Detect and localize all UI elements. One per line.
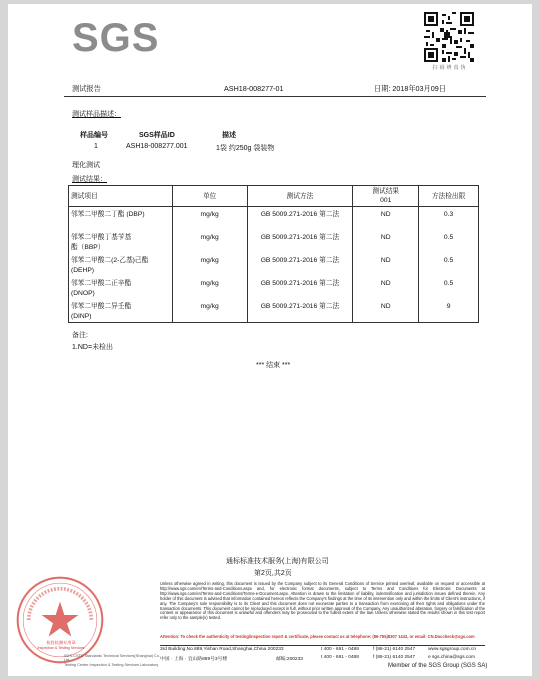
sample-no: 1 <box>94 143 98 150</box>
report-title: 测试报告 <box>72 84 101 93</box>
sgs-logo: SGS <box>72 16 160 60</box>
cell-method: GB 5009.271-2016 第二法 <box>247 230 353 253</box>
sample-col-id: SGS样品ID <box>139 132 175 139</box>
cell-mdl: 9 <box>419 299 479 323</box>
table-row <box>69 230 479 253</box>
results-header-row <box>69 186 479 207</box>
item-name: 邻苯二甲酸二异壬酯 <box>71 303 132 310</box>
seal-subtext: Inspection & Testing Services <box>37 646 85 650</box>
cell-unit: mg/kg <box>172 276 247 299</box>
end-of-report: *** 结束 *** <box>256 362 291 369</box>
sample-col-desc: 描述 <box>222 132 236 139</box>
cell-method: GB 5009.271-2016 第二法 <box>247 207 353 231</box>
phone-1: t 400 - 691 - 0488 <box>321 647 359 652</box>
col-header-sample-no: 001 <box>380 197 392 204</box>
authenticity-notice: Attention: To check the authenticity of testing/inspection report & certificate, please contact us at telephone: (86-755)8307 1443, or email: CN.Doccheck@sgs.com <box>160 634 475 639</box>
lab-name-line1: SGS-CSTC Standards Technical Services(Shanghai) Co., Ltd. <box>64 654 162 663</box>
cell-unit: mg/kg <box>172 207 247 231</box>
sample-desc: 1袋 约250g 袋装物 <box>216 145 275 152</box>
results-table <box>68 185 479 323</box>
notes-label: 备注: <box>72 332 88 339</box>
cell-item <box>69 253 173 276</box>
cell-item <box>69 299 173 323</box>
address-cn: 中国 · 上海 · 宜山路889号3号楼 <box>160 657 228 662</box>
table-row <box>69 276 479 299</box>
report-page <box>8 4 532 676</box>
item-name: 邻苯二甲酸二正辛酯 <box>71 280 132 287</box>
cell-mdl: 0.5 <box>419 253 479 276</box>
item-name: 邻苯二甲酸丁基苄基 <box>71 234 132 241</box>
lab-name-line2: Testing Center Inspection & Testing Services Laboratory <box>64 662 159 667</box>
test-category: 理化测试 <box>72 162 100 169</box>
cell-result: ND <box>353 207 419 231</box>
cell-mdl: 0.5 <box>419 230 479 253</box>
postcode: 邮编:200233 <box>276 657 303 662</box>
cell-unit: mg/kg <box>172 253 247 276</box>
item-name-cont: (DINP) <box>71 312 92 320</box>
cell-unit: mg/kg <box>172 230 247 253</box>
seal-text: 检验检测专用章 <box>46 640 76 645</box>
col-header-item: 测试项目 <box>69 186 173 207</box>
col-header-method: 测试方法 <box>247 186 353 207</box>
results-section-label: 测试结果： <box>72 176 107 183</box>
cell-result: ND <box>353 276 419 299</box>
member-of-sgs: Member of the SGS Group (SGS SA) <box>388 663 488 669</box>
table-row <box>69 253 479 276</box>
cell-method: GB 5009.271-2016 第二法 <box>247 276 353 299</box>
report-number: ASH18-008277-01 <box>224 84 284 93</box>
address-en: 3rd Building,No.889,Yishan Road,Shanghai,China 200233 <box>160 647 284 652</box>
sample-id: ASH18-008277.001 <box>126 143 188 150</box>
website: www.sgsgroup.com.cn <box>428 647 476 652</box>
terms-fine-print: Unless otherwise agreed in writing, this document is issued by the Company subject to its General Conditions of Service printed overleaf, available on request or accessible at http://www.sgs.com/en/Terms-and-Conditions.aspx and, for electronic format documents, subject to Terms and Conditions for Electronic Documents at http://www.sgs.com/en/Terms-and-Conditions/Terms-e-Document.aspx. Attention is drawn to the limitation of liability, indemnification and jurisdiction issues defined therein. Any holder of this document is advised that information contained hereon reflects the Company's findings at the time of its intervention only and within the limits of Client's instructions, if any. The Company's sole responsibility is to its Client and this document does not exonerate parties to a transaction from exercising all their rights and obligations under the transaction documents. This document cannot be reproduced except in full, without prior written approval of the Company. Any unauthorized alteration, forgery or falsification of the content or appearance of this document is unlawful and offenders may be prosecuted to the fullest extent of the law. Unless otherwise stated the results shown in this test report refer only to the sample(s) tested. <box>160 581 485 621</box>
official-seal-icon <box>14 574 106 666</box>
footer-divider <box>160 645 485 646</box>
cell-result: ND <box>353 230 419 253</box>
cell-mdl: 0.3 <box>419 207 479 231</box>
item-name: 邻苯二甲酸二丁酯 (DBP) <box>71 211 145 218</box>
col-header-result-label: 测试结果 <box>372 188 400 195</box>
cell-method: GB 5009.271-2016 第二法 <box>247 253 353 276</box>
col-header-result <box>353 186 419 207</box>
col-header-mdl: 方法检出限 <box>419 186 479 207</box>
table-row <box>69 299 479 323</box>
header-divider <box>64 96 486 97</box>
item-name-cont: (DEHP) <box>71 266 95 274</box>
sample-section-label: 测试样品描述： <box>72 111 121 118</box>
phone-2: t 400 - 691 - 0488 <box>321 655 359 660</box>
fax-1: f (86-21) 6140 2547 <box>373 647 416 652</box>
item-name-cont: 酯（BBP） <box>71 243 105 251</box>
note-nd: 1.ND=未检出 <box>72 344 114 351</box>
cell-item <box>69 230 173 253</box>
report-date: 日期: 2018年03月09日 <box>374 84 446 93</box>
cell-item <box>69 276 173 299</box>
fax-2: f (86-21) 6140 2547 <box>373 655 416 660</box>
cell-result: ND <box>353 253 419 276</box>
cell-result: ND <box>353 299 419 323</box>
company-name: 通标标准技术服务(上海)有限公司 <box>226 558 329 565</box>
table-row <box>69 207 479 231</box>
sample-col-no: 样品编号 <box>80 132 108 139</box>
qr-caption: 扫码辨真伪 <box>432 65 468 71</box>
lab-name <box>64 654 164 667</box>
cell-item <box>69 207 173 231</box>
item-name: 邻苯二甲酸二(2-乙基)己酯 <box>71 257 149 264</box>
cell-mdl: 0.5 <box>419 276 479 299</box>
email: e sgs.china@sgs.com <box>428 655 475 660</box>
page-number: 第2页,共2页 <box>254 570 292 577</box>
cell-unit: mg/kg <box>172 299 247 323</box>
cell-method: GB 5009.271-2016 第二法 <box>247 299 353 323</box>
col-header-unit: 单位 <box>172 186 247 207</box>
item-name-cont: (DNOP) <box>71 289 95 297</box>
qr-code-icon <box>424 12 474 62</box>
